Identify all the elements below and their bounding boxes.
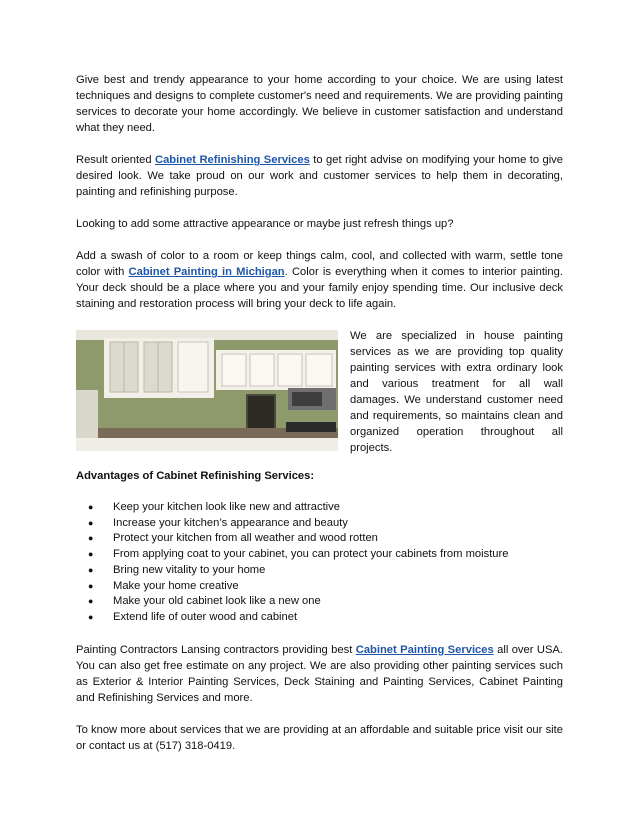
contractors-paragraph xyxy=(76,642,563,706)
bullet-icon: ● xyxy=(88,517,94,528)
kitchen-cabinets-photo xyxy=(76,330,338,451)
result-text-end: to get right advise on modifying your home to give desired look. We take proud on our work and customer services to help them in decorating, painting and refinishing purpose. xyxy=(76,154,564,198)
list-item: ● Bring new vitality to your home xyxy=(76,563,563,579)
contractors-text-start: Painting Contractors Lansing contractors providing best xyxy=(76,643,356,656)
cabinet-painting-services-link[interactable]: Cabinet Painting Services xyxy=(355,643,494,656)
document-body xyxy=(76,72,563,754)
bullet-icon: ● xyxy=(88,596,94,607)
advantages-list xyxy=(76,500,563,626)
result-paragraph xyxy=(76,152,563,200)
cabinet-refinishing-link[interactable]: Cabinet Refinishing Services xyxy=(155,154,310,166)
bullet-icon: ● xyxy=(88,549,94,560)
contractors-text-end: all over USA. You can also get free estimate on any project. We are also providing other painting services such as Exterior & Interior Painting Services, Deck Staining and Painting Services, Cabinet Painting and Refinishing Services and more. xyxy=(76,643,563,704)
result-text-start: Result oriented xyxy=(76,154,155,166)
cabinet-painting-michigan-link[interactable]: Cabinet Painting in Michigan xyxy=(128,266,285,278)
specialized-paragraph: We are specialized in house painting services as we are providing top quality painting services with extra ordinary look and various treatment for all wall damages. We understand customer need and requirements, so maintains clean and organized operation throughout all projects. xyxy=(350,330,563,454)
list-item: ● Increase your kitchen’s appearance and beauty xyxy=(76,516,563,532)
list-item: ● Protect your kitchen from all weather and wood rotten xyxy=(76,531,563,547)
bullet-icon: ● xyxy=(88,502,94,512)
advantages-heading: Advantages of Cabinet Refinishing Services: xyxy=(76,470,315,482)
list-item: ● Extend life of outer wood and cabinet xyxy=(76,610,563,626)
bullet-icon: ● xyxy=(88,580,94,591)
image-text-row xyxy=(76,328,563,452)
bullet-icon: ● xyxy=(88,533,94,544)
question-paragraph: Looking to add some attractive appearance or maybe just refresh things up? xyxy=(76,218,454,230)
color-text-end: . Color is everything when it comes to interior painting. Your deck should be a place where you and your family enjoy spending time. Our inclusive deck staining and restoration process will bring your deck to life again. xyxy=(76,266,563,310)
bullet-icon: ● xyxy=(88,611,94,622)
list-item: ● Keep your kitchen look like new and attractive xyxy=(76,500,563,516)
list-item: ● From applying coat to your cabinet, you can protect your cabinets from moisture xyxy=(76,547,563,563)
list-item: ● Make your home creative xyxy=(76,579,563,595)
intro-paragraph: Give best and trendy appearance to your home according to your choice. We are using latest techniques and designs to complete customer's need and requirements. We are providing painting services to decorate your home accordingly. We believe in customer satisfaction and understand what they need. xyxy=(76,74,563,134)
contact-paragraph: To know more about services that we are providing at an affordable and suitable price visit our site or contact us at (517) 318-0419. xyxy=(76,723,563,752)
bullet-icon: ● xyxy=(88,564,94,575)
color-text-start: Add a swash of color to a room or keep things calm, cool, and collected with warm, settle tone color with xyxy=(76,250,563,278)
list-item: ● Make your old cabinet look like a new one xyxy=(76,594,563,610)
color-paragraph xyxy=(76,248,563,312)
